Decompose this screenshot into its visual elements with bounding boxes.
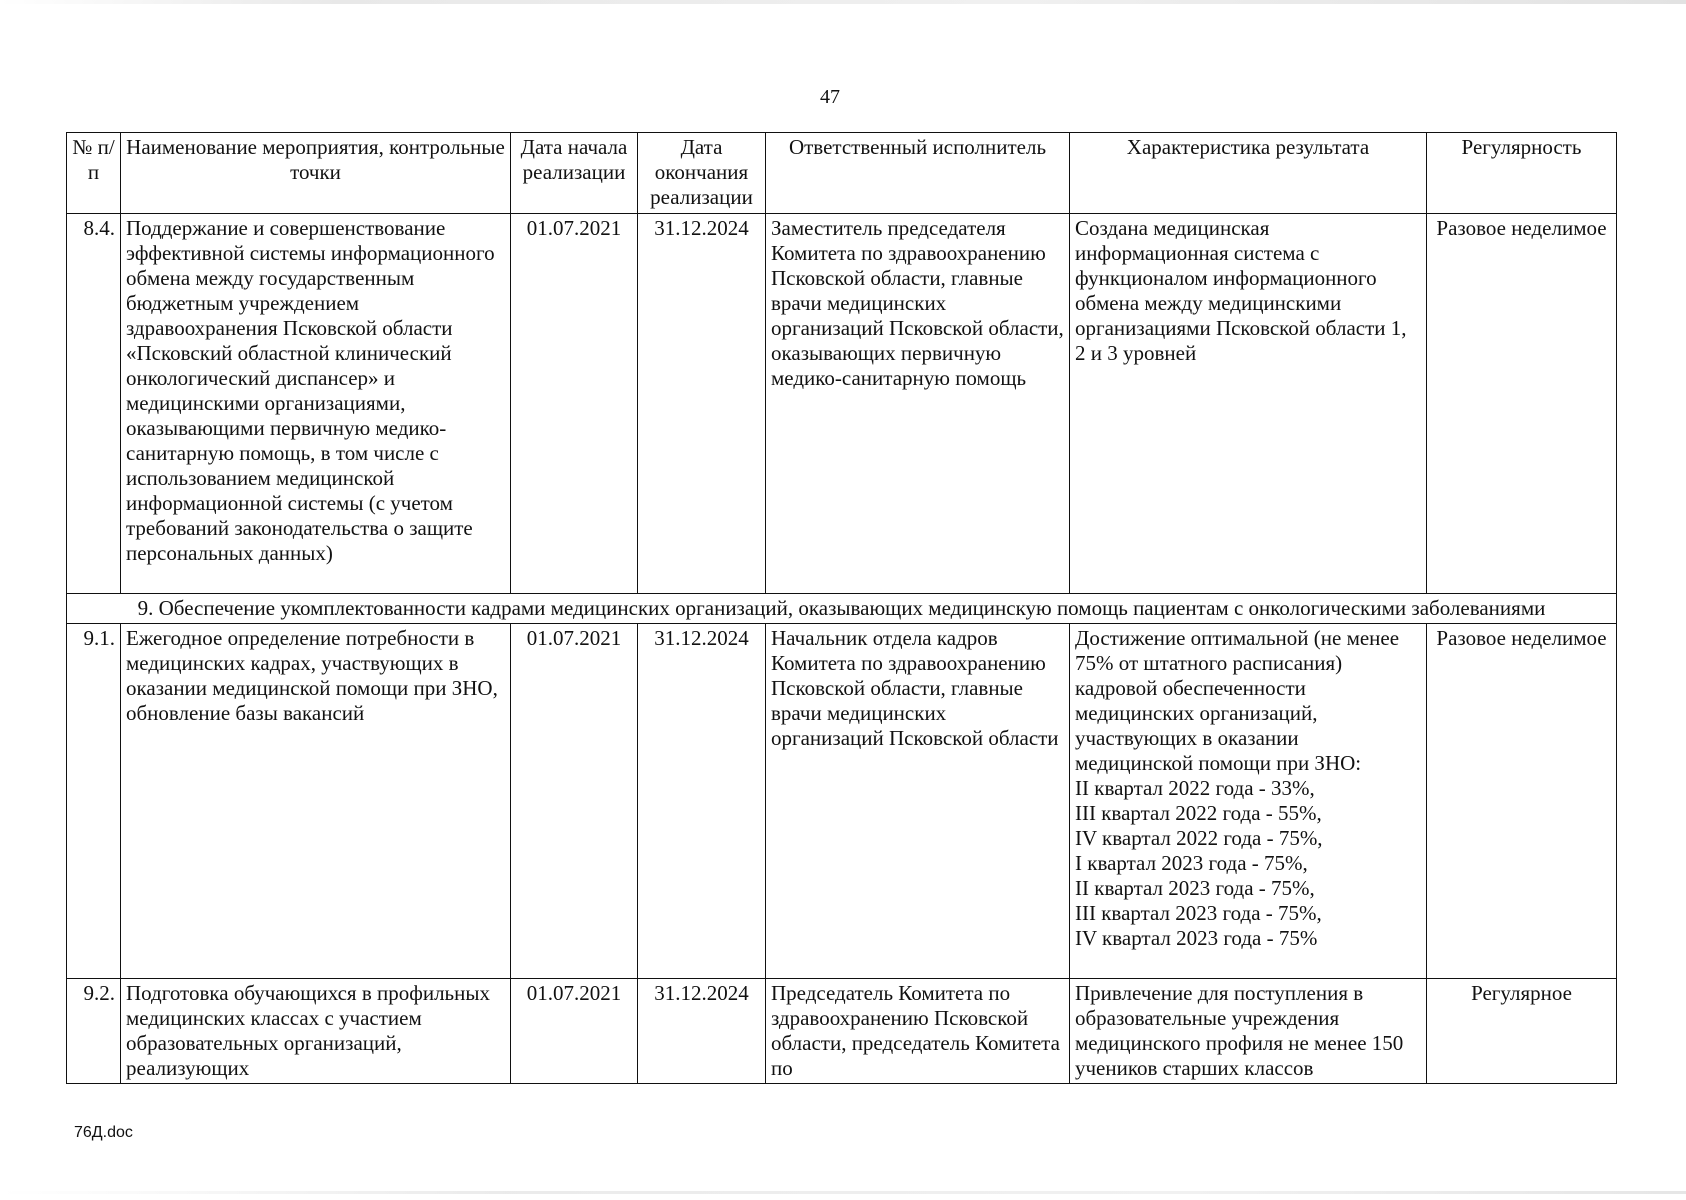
result-line: Достижение оптимальной (не менее 75% от штатного расписания) кадровой обеспеченности медицинских организаций, участвующих в оказании медицинской помощи при ЗНО: xyxy=(1075,626,1400,775)
row-start: 01.07.2021 xyxy=(511,214,638,594)
section-heading: 9. Обеспечение укомплектованности кадрами медицинских организаций, оказывающих медицинскую помощь пациентам с онкологическими заболеваниями xyxy=(67,594,1617,624)
row-responsible: Начальник отдела кадров Комитета по здравоохранению Псковской области, главные врачи медицинских организаций Псковской области xyxy=(766,624,1070,979)
header-num: № п/п xyxy=(67,133,121,214)
plan-table xyxy=(66,132,1617,1084)
result-line: II квартал 2023 года - 75%, xyxy=(1075,876,1315,900)
result-line: IV квартал 2022 года - 75%, xyxy=(1075,826,1323,850)
table-row xyxy=(67,214,1617,594)
row-name: Подготовка обучающихся в профильных медицинских классах с участием образовательных организаций, реализующих xyxy=(121,979,511,1084)
header-responsible: Ответственный исполнитель xyxy=(766,133,1070,214)
row-num: 9.1. xyxy=(67,624,121,979)
row-name: Поддержание и совершенствование эффективной системы информационного обмена между государственным бюджетным учреждением здравоохранения Псковской области «Псковский областной клинический онкологический диспансер» и медицинскими организациями, оказывающими первичную медико-санитарную помощь, в том числе с использованием медицинской информационной системы (с учетом требований законодательства о защите персональных данных) xyxy=(121,214,511,594)
row-regularity: Разовое неделимое xyxy=(1427,624,1617,979)
table-header-row xyxy=(67,133,1617,214)
table-row xyxy=(67,624,1617,979)
scan-edge-top xyxy=(0,0,1686,4)
row-num: 9.2. xyxy=(67,979,121,1084)
row-end: 31.12.2024 xyxy=(638,979,766,1084)
row-regularity: Регулярное xyxy=(1427,979,1617,1084)
header-result: Характеристика результата xyxy=(1070,133,1427,214)
row-name: Ежегодное определение потребности в медицинских кадрах, участвующих в оказании медицинской помощи при ЗНО, обновление базы вакансий xyxy=(121,624,511,979)
result-line: III квартал 2022 года - 55%, xyxy=(1075,801,1322,825)
header-regularity: Регулярность xyxy=(1427,133,1617,214)
row-result xyxy=(1070,979,1427,1084)
result-line: Привлечение для поступления в образовательные учреждения медицинского профиля не менее 150 учеников старших классов xyxy=(1075,981,1404,1080)
row-start: 01.07.2021 xyxy=(511,979,638,1084)
result-line: I квартал 2023 года - 75%, xyxy=(1075,851,1308,875)
row-end: 31.12.2024 xyxy=(638,624,766,979)
row-regularity: Разовое неделимое xyxy=(1427,214,1617,594)
header-start: Дата начала реализации xyxy=(511,133,638,214)
row-result xyxy=(1070,214,1427,594)
row-responsible: Заместитель председателя Комитета по здравоохранению Псковской области, главные врачи медицинских организаций Псковской области, оказывающих первичную медико-санитарную помощь xyxy=(766,214,1070,594)
row-result xyxy=(1070,624,1427,979)
row-start: 01.07.2021 xyxy=(511,624,638,979)
table-row xyxy=(67,979,1617,1084)
section-row xyxy=(67,594,1617,624)
header-name: Наименование мероприятия, контрольные точки xyxy=(121,133,511,214)
footer-filename: 76Д.doc xyxy=(74,1124,133,1141)
header-end: Дата окончания реализации xyxy=(638,133,766,214)
scan-edge-bottom xyxy=(0,1191,1686,1194)
page-number: 47 xyxy=(820,86,840,108)
result-line: IV квартал 2023 года - 75% xyxy=(1075,926,1318,950)
row-end: 31.12.2024 xyxy=(638,214,766,594)
result-line: Создана медицинская информационная система с функционалом информационного обмена между медицинскими организациями Псковской области 1, 2 и 3 уровней xyxy=(1075,216,1407,365)
row-responsible: Председатель Комитета по здравоохранению Псковской области, председатель Комитета по xyxy=(766,979,1070,1084)
row-num: 8.4. xyxy=(67,214,121,594)
result-line: II квартал 2022 года - 33%, xyxy=(1075,776,1315,800)
result-line: III квартал 2023 года - 75%, xyxy=(1075,901,1322,925)
